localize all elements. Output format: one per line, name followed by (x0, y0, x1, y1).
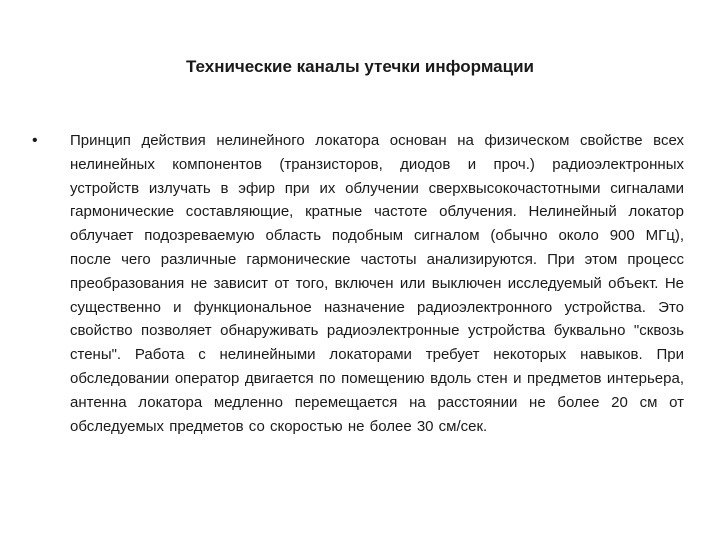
slide-title: Технические каналы утечки информации (185, 57, 534, 76)
bullet-list (32, 129, 684, 438)
bullet-text: Принцип действия нелинейного локатора основан на физическом свойстве всех нелинейных компонентов (транзисторов, диодов и проч.) радиоэлектронных устройств излучать в эфир при их облучении сверхвысокочастотными сигналами гармонические составляющие, кратные частоте облучения. Нелинейный локатор облучает подозреваемую область подобным сигналом (обычно около 900 МГц), после чего различные гармонические частоты анализируются. При этом процесс преобразования не зависит от того, включен или выключен исследуемый объект. Не существенно и функциональное назначение радиоэлектронного устройства. Это свойство позволяет обнаруживать радиоэлектронные устройства буквально "сквозь стены". Работа с нелинейными локаторами требует некоторых навыков. При обследовании оператор двигается по помещению вдоль стен и предметов интерьера, антенна локатора медленно перемещается на расстоянии не более 20 см от обследуемых предметов со скоростью не более 30 см/сек. (70, 132, 684, 435)
bullet-item (32, 129, 684, 438)
bullet-icon: • (32, 132, 38, 149)
